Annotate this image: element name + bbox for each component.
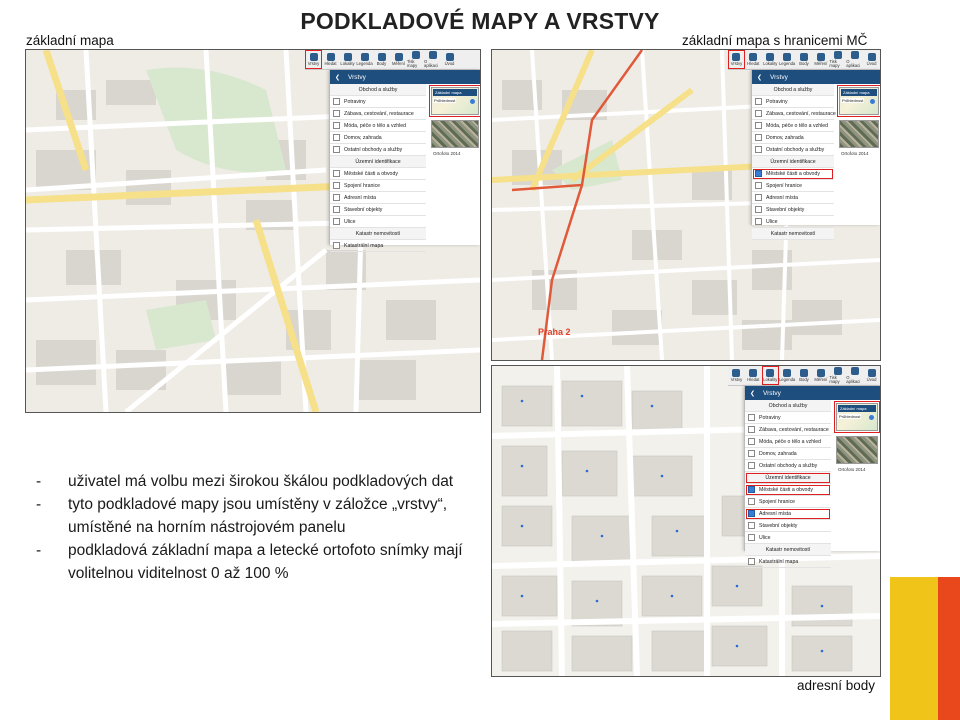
toolbar-legend-button[interactable]: Legenda [779, 366, 796, 385]
toolbar-home-button[interactable]: Úvod [441, 50, 458, 69]
layer-group[interactable]: Katastr nemovitostí [752, 228, 834, 240]
layer-group[interactable]: Katastr nemovitostí [330, 228, 426, 240]
layer-checkbox[interactable] [333, 218, 340, 225]
toolbar-points-button[interactable]: Body [373, 50, 390, 69]
district-label: Praha 2 [538, 327, 571, 337]
search-icon [749, 369, 757, 377]
layer-item[interactable]: Adresní místa [752, 192, 834, 204]
layers-icon [310, 53, 318, 61]
caption-basic-map-borders: základní mapa s hranicemi MČ [682, 33, 868, 48]
page-title: PODKLADOVÉ MAPY A VRSTVY [300, 8, 660, 34]
toolbar-about-button[interactable]: O aplikaci [846, 366, 863, 385]
toolbar-about-button[interactable]: O aplikaci [846, 50, 863, 69]
basemap-thumb-basic[interactable]: Základní mapa Průhlednost [431, 87, 479, 115]
caption-address-points: adresní body [797, 678, 876, 693]
layer-checkbox[interactable] [748, 426, 755, 433]
ruler-icon [817, 53, 825, 61]
layer-item[interactable]: Domov, zahrada [752, 132, 834, 144]
toolbar-points-button[interactable]: Body [796, 50, 813, 69]
print-icon [834, 367, 842, 375]
layer-checkbox[interactable] [748, 462, 755, 469]
layer-item[interactable]: Zábava, cestování, restaurace [752, 108, 834, 120]
basemap-thumb-ortho[interactable] [431, 120, 479, 148]
toolbar [305, 50, 480, 70]
location-icon [766, 53, 774, 61]
toolbar-layers-button[interactable]: Vrstvy [305, 50, 322, 69]
layer-item[interactable]: Potraviny [752, 96, 834, 108]
info-icon [851, 367, 859, 375]
layer-item[interactable]: Ostatní obchody a služby [330, 144, 426, 156]
toolbar-print-button[interactable]: Tisk mapy [829, 366, 846, 385]
info-icon [429, 51, 437, 59]
layer-item[interactable]: Stavební objekty [752, 204, 834, 216]
toolbar-locations-button[interactable]: Lokality [762, 50, 779, 69]
opacity-slider-handle[interactable] [470, 99, 475, 104]
toolbar-measure-button[interactable]: Měření [390, 50, 407, 69]
bullet-list [28, 470, 468, 585]
layers-panel [744, 386, 880, 565]
layer-checkbox[interactable] [333, 242, 340, 249]
layers-panel-header: ❮ Vrstvy [745, 386, 880, 400]
layer-checkbox[interactable] [333, 134, 340, 141]
toolbar [728, 366, 880, 386]
layer-group-territorial[interactable]: Územní identifikace [745, 472, 831, 484]
basemap-thumb-basic[interactable]: Základní mapa Průhlednost [836, 403, 878, 431]
toolbar-measure-button[interactable]: Měření [812, 50, 829, 69]
layer-checkbox[interactable] [755, 122, 762, 129]
layer-checkbox[interactable] [755, 98, 762, 105]
location-icon [766, 369, 774, 377]
layer-checkbox[interactable] [333, 98, 340, 105]
layer-checkbox[interactable] [755, 110, 762, 117]
layer-checkbox[interactable] [755, 206, 762, 213]
layer-item[interactable]: Zábava, cestování, restaurace [745, 424, 831, 436]
toolbar [728, 50, 880, 70]
layer-checkbox[interactable] [748, 558, 755, 565]
layer-checkbox[interactable] [755, 146, 762, 153]
layer-group[interactable]: Obchod a služby [330, 84, 426, 96]
toolbar-about-button[interactable]: O aplikaci [424, 50, 441, 69]
ruler-icon [817, 369, 825, 377]
ortho-label: Ortofoto 2014 [433, 151, 461, 156]
layer-checkbox[interactable] [748, 510, 755, 517]
toolbar-search-button[interactable]: Hledat [745, 366, 762, 385]
point-icon [800, 53, 808, 61]
toolbar-print-button[interactable]: Tisk mapy [829, 50, 846, 69]
layer-checkbox[interactable] [755, 134, 762, 141]
ortho-label: Ortofoto 2014 [838, 467, 866, 472]
layer-checkbox[interactable] [755, 194, 762, 201]
layer-checkbox[interactable] [333, 206, 340, 213]
layer-checkbox[interactable] [748, 534, 755, 541]
layer-group[interactable]: Obchod a služby [745, 400, 831, 412]
search-icon [749, 53, 757, 61]
screenshot-basic-map [25, 49, 481, 413]
layer-item[interactable]: Potraviny [330, 96, 426, 108]
layer-checkbox[interactable] [748, 498, 755, 505]
bullet-item: - podkladová základní mapa a letecké ortofoto snímky mají volitelnou viditelnost 0 až 100 % [36, 542, 463, 582]
toolbar-print-button[interactable]: Tisk mapy [407, 50, 424, 69]
legend-icon [783, 53, 791, 61]
print-icon [834, 51, 842, 59]
toolbar-home-button[interactable]: Úvod [863, 366, 880, 385]
toolbar-legend-button[interactable]: Legenda [779, 50, 796, 69]
opacity-slider-handle[interactable] [870, 99, 875, 104]
ortho-label: Ortofoto 2014 [841, 151, 869, 156]
layer-checkbox[interactable] [755, 218, 762, 225]
layer-checkbox[interactable] [748, 414, 755, 421]
opacity-slider-handle[interactable] [869, 415, 874, 420]
point-icon [378, 53, 386, 61]
layer-checkbox[interactable] [748, 486, 755, 493]
layer-checkbox[interactable] [333, 170, 340, 177]
caption-basic-map: základní mapa [26, 33, 114, 48]
home-icon [446, 53, 454, 61]
layers-icon [732, 369, 740, 377]
home-icon [868, 53, 876, 61]
layer-item[interactable]: Stavební objekty [745, 520, 831, 532]
layer-item[interactable]: Ulice [330, 216, 426, 228]
layer-item[interactable]: Katastrální mapa [330, 240, 426, 252]
layers-panel [329, 70, 480, 249]
layer-item[interactable]: Domov, zahrada [330, 132, 426, 144]
toolbar-search-button[interactable]: Hledat [745, 50, 762, 69]
layer-checkbox[interactable] [333, 110, 340, 117]
location-icon [344, 53, 352, 61]
toolbar-search-button[interactable]: Hledat [322, 50, 339, 69]
print-icon [412, 51, 420, 59]
layer-item[interactable]: Ostatní obchody a služby [752, 144, 834, 156]
toolbar-locations-button[interactable]: Lokality [762, 366, 779, 385]
layer-item[interactable]: Móda, péče o tělo a vzhled [752, 120, 834, 132]
home-icon [868, 369, 876, 377]
layer-item-address-points[interactable]: Adresní místa [745, 508, 831, 520]
layer-item[interactable]: Ulice [752, 216, 834, 228]
layer-group[interactable]: Územní identifikace [330, 156, 426, 168]
layer-item[interactable]: Spojení hranice [330, 180, 426, 192]
layers-panel-header: ❮ Vrstvy [330, 70, 480, 84]
layer-checkbox[interactable] [333, 182, 340, 189]
layer-item[interactable]: Potraviny [745, 412, 831, 424]
legend-icon [361, 53, 369, 61]
toolbar-legend-button[interactable]: Legenda [356, 50, 373, 69]
toolbar-layers-button[interactable]: Vrstvy [728, 366, 745, 385]
layer-item[interactable]: Zábava, cestování, restaurace [330, 108, 426, 120]
layer-item-districts[interactable]: Městské části a obvody [745, 484, 831, 496]
basemap-thumb-ortho[interactable] [839, 120, 879, 148]
ruler-icon [395, 53, 403, 61]
basemap-thumb-ortho[interactable] [836, 436, 878, 464]
layer-checkbox[interactable] [755, 170, 762, 177]
layer-item[interactable]: Městské části a obvody [330, 168, 426, 180]
layer-item[interactable]: Ostatní obchody a služby [745, 460, 831, 472]
search-icon [327, 53, 335, 61]
layer-item[interactable]: Móda, péče o tělo a vzhled [330, 120, 426, 132]
toolbar-locations-button[interactable]: Lokality [339, 50, 356, 69]
layer-checkbox[interactable] [333, 146, 340, 153]
layer-checkbox[interactable] [333, 194, 340, 201]
basemap-thumb-basic[interactable]: Základní mapa Průhlednost [839, 87, 879, 115]
layer-item[interactable]: Spojení hranice [752, 180, 834, 192]
bullet-item: - tyto podkladové mapy jsou umístěny v záložce „vrstvy“, umístěné na horním nástrojovém panelu [36, 496, 448, 536]
screenshot-map-borders [491, 49, 881, 361]
toolbar-points-button[interactable]: Body [796, 366, 813, 385]
layer-checkbox[interactable] [333, 122, 340, 129]
layer-checkbox[interactable] [755, 182, 762, 189]
screenshot-address-points [491, 365, 881, 677]
legend-icon [783, 369, 791, 377]
layer-checkbox[interactable] [748, 438, 755, 445]
layers-icon [732, 53, 740, 61]
layer-group[interactable]: Obchod a služby [752, 84, 834, 96]
layer-item[interactable]: Móda, péče o tělo a vzhled [745, 436, 831, 448]
toolbar-home-button[interactable]: Úvod [863, 50, 880, 69]
layer-item[interactable]: Stavební objekty [330, 204, 426, 216]
toolbar-layers-button[interactable]: Vrstvy [728, 50, 745, 69]
layer-item[interactable]: Ulice [745, 532, 831, 544]
toolbar-measure-button[interactable]: Měření [812, 366, 829, 385]
decor-red-bar [938, 577, 960, 720]
layer-group[interactable]: Katastr nemovitostí [745, 544, 831, 556]
layer-item[interactable]: Domov, zahrada [745, 448, 831, 460]
layer-item[interactable]: Spojení hranice [745, 496, 831, 508]
layer-item-districts[interactable]: Městské části a obvody [752, 168, 834, 180]
layers-panel [751, 70, 880, 237]
layer-checkbox[interactable] [748, 522, 755, 529]
layer-group[interactable]: Územní identifikace [752, 156, 834, 168]
layer-checkbox[interactable] [748, 450, 755, 457]
layer-item[interactable]: Adresní místa [330, 192, 426, 204]
bullet-item: - uživatel má volbu mezi širokou škálou podkladových dat [36, 473, 454, 490]
layer-item[interactable]: Katastrální mapa [745, 556, 831, 568]
layers-panel-header: ❮ Vrstvy [752, 70, 880, 84]
info-icon [851, 51, 859, 59]
point-icon [800, 369, 808, 377]
